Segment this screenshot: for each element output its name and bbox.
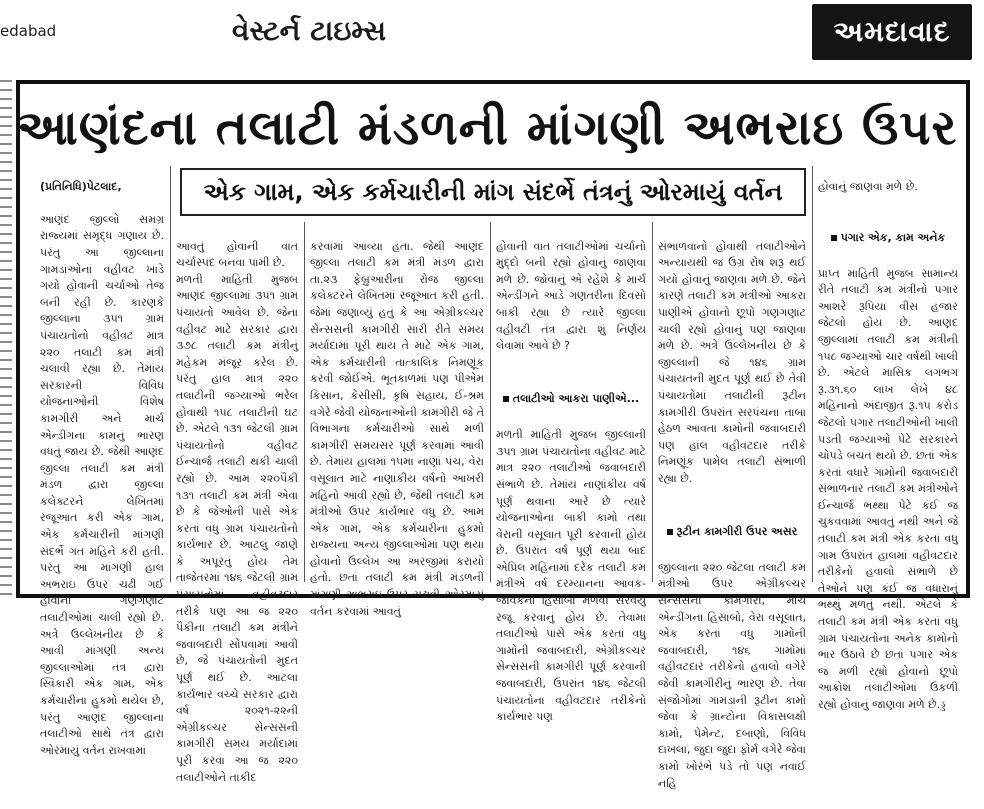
bullet-icon xyxy=(667,529,673,535)
newspaper-name: વેસ્ટર્ન ટાઇમ્સ xyxy=(232,14,387,47)
column-divider xyxy=(812,166,813,582)
column-4-text-b: મળતી માહિતી મુજબ જીલ્લાની ૩૫૧ ગ્રામ પંચાયતોના વહીવટ માટે માત્ર ૨૨૦ તલાટીઓ જવાબદારી સંભાળે છે. તેમાંય નાણાંકીય વર્ષ પૂર્ણ થવાના આરે છે ત્યારે યોજનાઓના બાકી કામો તથા વેરાની વસૂલાત પૂરી કરવાની હોય છે. ઉપરાંત વર્ષ પૂર્ણ થયા બાદ એપ્રિલ મહિનામાં દરેક તલાટી કમ મંત્રીએ વર્ષ દરમ્યાનના આવક-જાવકના હિસાબો મેળવી સરવૈયું રજૂ કરવાનું હોય છે. તેવામાં તલાટીઓ પાસે એક કરતાં વધુ ગામોની જવાબદારી, એગ્રીકલ્ચર સેન્સસની કામગીરી પૂર્ણ કરવાની જવાબદારી, ઉપરાંત ૧૪૬ જેટલી પંચાયતોના વહીવટદાર તરીકેનો કાર્યભાર પણ xyxy=(496,428,646,724)
column-2-text: આવતું હોવાની વાત ચર્ચાસ્પદ બનવા પામી છે. મળતી માહિતી મુજબ આણંદ જીલ્લામાં ૩૫૧ ગ્રામ પંચાયતો આવેલ છે. જેના વહીવટ માટે સરકાર દ્વારા ૩૭૮ તલાટી કમ મંત્રીનું મહેકમ મંજૂર કરેલ છે. પરંતુ હાલ માત્ર ૨૨૦ તલાટીની જગ્યાઓ ભરેલ હોવાથી ૧૫૮ તલાટીની ઘટ છે. એટલે ૧૩૧ જેટલી ગ્રામ પંચાયતોનો વહીવટ ઈન્ચાર્જ તલાટી થકી ચાલી રહ્યો છે. આમ ૨૨૦પૈકી ૧૩૧ તલાટી કમ મંત્રી એવા છે કે જેઓની પાસે એક કરતાં વધુ ગ્રામ પંચાયતોનો કાર્યભાર છે. આટલું જાણે કે અપૂરતું હોય તેમ તાજેતરમાં ૧૪૬ જેટલી ગ્રામ પંચાયતોમાં વહીવટદાર તરીકે પણ આ જ ૨૨૦ પૈકીના તલાટી કમ મંત્રીને જવાબદારી સોંપવામાં આવી છે, જે પંચાયતોની મુદત પૂર્ણ થઈ છે. આટલા કાર્યભાર વચ્ચે સરકાર દ્વારા વર્ષ ૨૦૨૧-૨૨ની એગ્રીકલ્ચર સેન્સસની કામગીરી સમય મર્યાદામાં પૂરી કરવા આ જ ૨૨૦ તલાટીઓને તાકીદ xyxy=(176,239,298,784)
column-divider xyxy=(170,166,171,582)
bullet-icon xyxy=(503,396,509,402)
article-column-4 xyxy=(496,222,646,724)
article-column-6 xyxy=(818,162,958,711)
section-heading-text: તલાટીઓ આકરા પાણીએ... xyxy=(512,391,640,405)
column-5-text-a: સંભાળવાનો હોવાથી તલાટીઓને અન્યાયથી જ ઉગ્ર રોષ શરૂ થઈ ગયો હોવાનું જાણવા મળે છે. જેને કારણે તલાટી કમ મંત્રીઓ આકરા પાણીએ હોવાનો છૂપો ગણગણાટ ચાલી રહ્યો હોવાનું પણ જાણવા મળે છે. અત્રે ઉલ્લેખનીય છે કે જીલ્લાની જે ૧૪૬ ગ્રામ પંચાયતની મુદત પૂર્ણ થઈ છે તેવી પંચાયતોમાં તલાટીની રૂટીન કામગીરી ઉપરાંત સરપંચના તાબા હેઠળ આવતા કામોની જવાબદારી પણ હાલ વહીવટદાર તરીકે નિમણૂંક પામેલ તલાટી સંભાળી રહ્યા છે. xyxy=(658,239,806,485)
bullet-icon xyxy=(831,235,837,241)
column-divider xyxy=(490,222,491,582)
section-heading-salary xyxy=(818,214,958,247)
article-column-1 xyxy=(40,162,164,757)
article-headline: આણંદના તલાટી મંડળની માંગણી અભરાઇ ઉપર xyxy=(16,99,958,156)
article-column-3 xyxy=(310,222,484,618)
article-byline: (પ્રતિનિધિ)પેટલાદ, xyxy=(40,179,122,193)
adjacent-column-edge xyxy=(0,80,12,600)
column-divider xyxy=(304,222,305,582)
section-heading-text: પગાર એક, કામ અનેક xyxy=(840,231,946,245)
section-heading-routine xyxy=(658,507,806,540)
section-heading-text: રૂટીન કામગીરી ઉપર અસર xyxy=(676,524,798,538)
edition-label: edabad xyxy=(0,22,57,40)
column-3-text: કરવામાં આવ્યા હતા. જેથી આણંદ જીલ્લા તલાટી કમ મંત્રી મંડળ દ્વારા તા.૨૩ ફેબ્રુઆરીના રોજ જીલ્લા કલેક્ટરને લેખિતમાં રજૂઆત કરી હતી. જેમાં જણાવ્યું હતું કે આ એગ્રીકલ્ચર સેન્સસની કામગીરી સારી રીતે સમય મર્યાદામાં પૂરી થાય તે માટે એક ગામ, એક કર્મચારીની તાત્કાલિક નિમણૂંક કરવી જોઈએ. ભૂતકાળમાં પણ પીએમ કિસાન, કેસીસી, કૃષિ સહાય, ઈ-શ્રમ વગેરે જેવી યોજનાઓની કામગીરી જે તે વિભાગના કર્મચારીઓ સાથે મળી કામગીરી સમયસર પૂર્ણ કરવામાં આવી છે. તેમાંય હાલમાં ૧૫મા નાણાં પંચ, વેરા વસૂલાત માટે નાણાંકીય વર્ષનો આખરી મહિનો આવી રહ્યો છે, જેથી તલાટી કમ મંત્રીઓ ઉપર કાર્યભાર વધુ છે. આમ એક ગામ, એક કર્મચારીના હુકમો રાજ્યના અન્ય જીલ્લાઓમાં પણ થયા હોવાનો ઉલ્લેખ આ અરજીમાં કરાયો હતો. છતાં તલાટી કમ મંત્રી મંડળની માંગણી અભરાઇ ઉપર ચઢાવી ઓરમાયું વર્તન કરવામાં આવતું xyxy=(310,239,484,618)
article-column-2 xyxy=(176,222,298,784)
section-heading-talati xyxy=(496,374,646,407)
city-badge: અમદાવાદ xyxy=(812,4,972,60)
column-6-text-b: પ્રાપ્ત માહિતી મુજબ સામાન્ય રીતે તલાટી કમ મંત્રીનો પગાર આશરે રૂપિયા વીસ હજાર જેટલો હોય છે. આણંદ જીલ્લામાં તલાટી કમ મંત્રીની ૧૫૮ જગ્યાઓ ચાર વર્ષથી ખાલી છે. એટલે માસિક લગભગ રૂ.૩૧.૬૦ લાખ લેખે ૪૮ મહિનાનો અંદાજીત રૂ.૧૫ કરોડ જેટલો પગાર તલાટીઓની ખાલી પડતી જગ્યાઓ પેટે સરકારને ચોપડે બચત થયો છે. છતાં એક કરતાં વધારે ગામોની જવાબદારી સંભાળનાર તલાટી કમ મંત્રીઓને ઈન્ચાર્જ ભથ્થા પેટે કંઈ જ ચુકવવામાં આવતું નથી અને જે તલાટી કમ મંત્રી એક કરતાં વધુ ગામ ઉપરાંત હાલમાં વહીવટદાર તરીકેનો હવાલો સંભાળે છે તેઓને પણ કંઈ જ વધારાનું ભથ્થું મળતું નથી. એટલે કે તલાટી કમ મંત્રી એક કરતાં વધુ ગ્રામ પંચાયતોના અનેક કામોનો ભાર ઉઠાવે છે છતાં પગાર એક જ મળી રહ્યો હોવાનો છૂપો આક્રોશ તલાટીઓમાં ઉકળી રહ્યો હોવાનું જાણવા મળે છે.ડ્ડ xyxy=(818,266,958,711)
column-6-text-a: હોવાનું જાણવા મળે છે. xyxy=(818,179,918,193)
column-5-text-b: જીલ્લાના ૨૨૦ જેટલા તલાટી કમ મંત્રીઓ ઉપર એગ્રીકલ્ચર સેન્સસની કામગીરી, માર્ચ એન્ડીંગના હિસાબો, વેરા વસૂલાત, એક કરતાં વધુ ગામોની જવાબદારી, ૧૪૬ ગામોમાં વહીવટદાર તરીકેનો હવાલો વગેરે જેવી કામગીરીનું ભારણ છે. તેવા સંજોગોમાં ગામડાની રૂટીન કામો જેવા કે ગ્રાન્ટોના વિકાસલક્ષી કામો, પેમેન્ટ, દબાણો, વિવિધ દાખલા, જુદા જુદા ફોર્મ વગેરે જેવા કામો ખોરંભે પડે તો પણ નવાઈ નહિ xyxy=(658,560,806,790)
article-column-5 xyxy=(658,222,806,790)
column-1-text: આણંદ જીલ્લો સમગ્ર રાજ્યમાં સમૃદ્ધ ગણાય છે. પરંતુ આ જીલ્લાના ગામડાંઓનાં વહીવટ ખાડે ગયો હોવાની ચર્ચાઓ તેજ બની રહી છે. કારણકે જીલ્લાના ૩૫૧ ગ્રામ પંચાયતોનો વહીવટ માત્ર ૨૨૦ તલાટી કમ મંત્રી ચલાવી રહ્યા છે. તેમાંય સરકારની વિવિધ યોજનાઓની વિશેષ કામગીરી અને માર્ચ એન્ડીંગના કામનું ભારણ વધતું જાય છે. જેથી આણંદ જીલ્લા તલાટી કમ મંત્રી મંડળ દ્વારા જીલ્લા કલેક્ટરને લેખિતમાં રજૂઆત કરી એક ગામ, એક કર્મચારીની માંગણી સંદર્ભે ગત મહિને કરી હતી. પરંતુ આ માંગણી હાલ અભરાઇ ઉપર ચઢી ગઈ હોવાનો ગણગણાટ તલાટીઓમાં ચાલી રહ્યો છે. અત્રે ઉલ્લેખનીય છે કે આવી માંગણી અન્ય જીલ્લાઓમાં તંત્ર દ્વારા સ્વિકારી એક ગામ, એક કર્મચારીના હુકમો થયેલ છે, પરંતુ આણંદ જીલ્લાના તલાટીઓ સાથે તંત્ર દ્વારા ઓરમાયું વર્તન રાખવામાં xyxy=(40,212,164,757)
column-4-text-a: હોવાની વાત તલાટીઓમાં ચર્ચાનો મુદ્દો બની રહ્યો હોવાનું જાણવા મળે છે. જોવાનું એ રહેશે કે માર્ચ એન્ડીંગને આડે ગણતરીના દિવસો બાકી રહ્યા છે ત્યારે જીલ્લા વહીવટી તંત્ર દ્વારા શું નિર્ણય લેવામાં આવે છે ? xyxy=(496,239,646,353)
article-subheadline: એક ગામ, એક કર્મચારીની માંગ સંદર્ભે તંત્રનું ઓરમાયું વર્તન xyxy=(180,168,806,216)
column-divider xyxy=(652,222,653,582)
